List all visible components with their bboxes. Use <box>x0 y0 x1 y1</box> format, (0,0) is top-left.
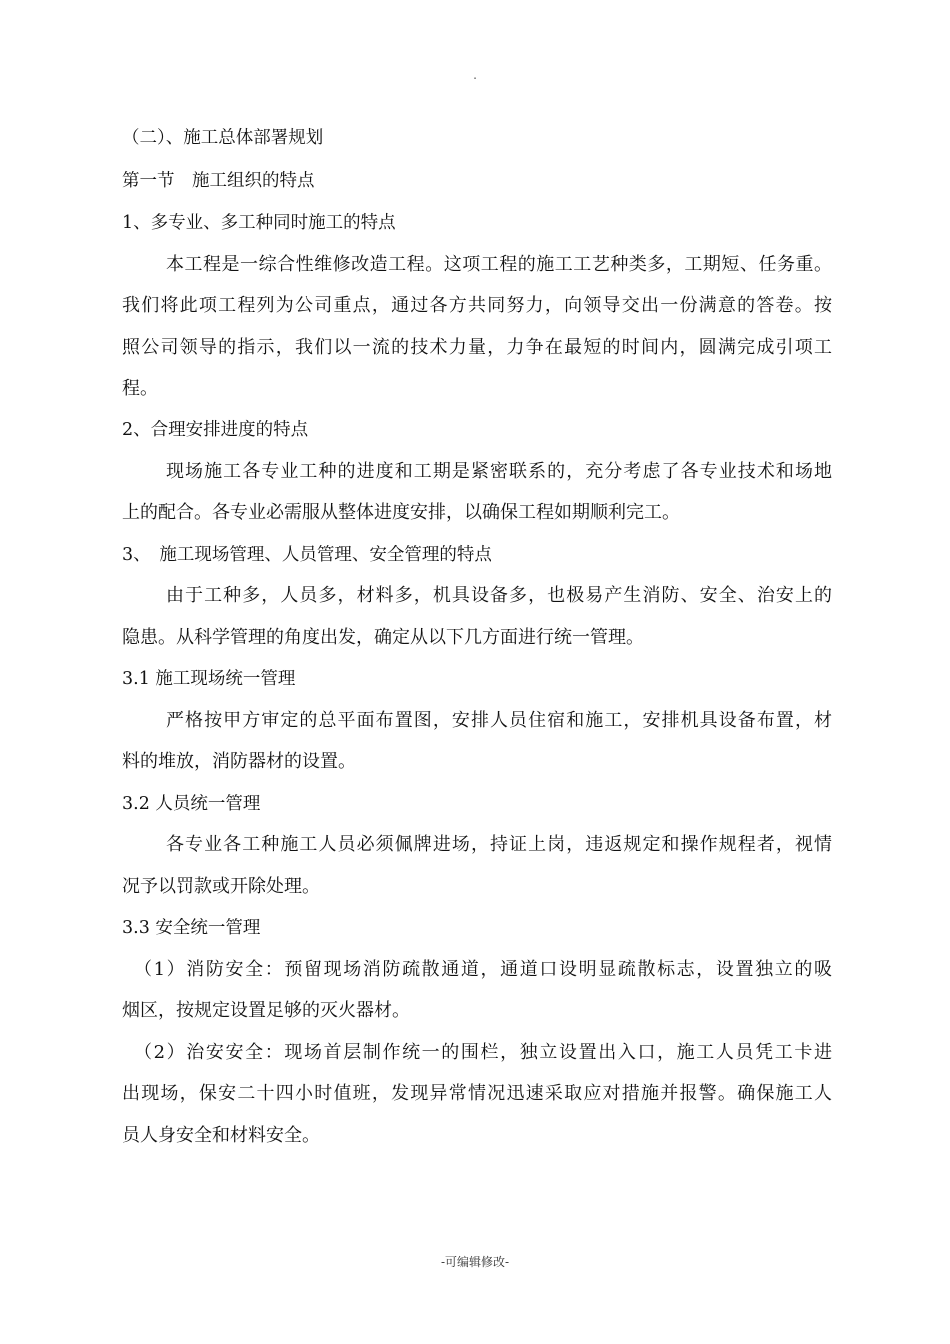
paragraph-1-line-3: 照公司领导的指示，我们以一流的技术力量，力争在最短的时间内，圆满完成引项工 <box>122 337 832 358</box>
paragraph-3-line-1: 由于工种多，人员多，材料多，机具设备多，也极易产生消防、安全、治安上的 <box>166 585 832 606</box>
paragraph-3-2-line-1: 各专业各工种施工人员必须佩牌进场，持证上岗，违返规定和操作规程者，视情 <box>166 834 832 855</box>
subheading-3: 3、 施工现场管理、人员管理、安全管理的特点 <box>122 545 492 565</box>
item-2-line-2: 出现场，保安二十四小时值班，发现异常情况迅速采取应对措施并报警。确保施工人 <box>122 1083 832 1104</box>
subheading-3-1: 3.1 施工现场统一管理 <box>122 669 296 689</box>
header-dot: . <box>473 68 477 82</box>
paragraph-3-line-2: 隐患。从科学管理的角度出发，确定从以下几方面进行统一管理。 <box>122 627 644 648</box>
paragraph-1-line-1: 本工程是一综合性维修改造工程。这项工程的施工工艺种类多，工期短、任务重。 <box>166 254 832 275</box>
paragraph-2-line-2: 上的配合。各专业必需服从整体进度安排，以确保工程如期顺利完工。 <box>122 502 680 523</box>
item-2-line-3: 员人身安全和材料安全。 <box>122 1125 320 1146</box>
subheading-1: 1、多专业、多工种同时施工的特点 <box>122 213 396 233</box>
paragraph-3-1-line-1: 严格按甲方审定的总平面布置图，安排人员住宿和施工，安排机具设备布置，材 <box>166 710 832 731</box>
paragraph-1-line-2: 我们将此项工程列为公司重点，通过各方共同努力，向领导交出一份满意的答卷。按 <box>122 295 832 316</box>
section-title: （二）、施工总体部署规划 <box>122 128 324 148</box>
subheading-3-3: 3.3 安全统一管理 <box>122 918 261 938</box>
paragraph-2-line-1: 现场施工各专业工种的进度和工期是紧密联系的，充分考虑了各专业技术和场地 <box>166 461 832 482</box>
subheading-3-2: 3.2 人员统一管理 <box>122 794 261 814</box>
paragraph-1-line-4: 程。 <box>122 378 158 399</box>
subheading-2: 2、合理安排进度的特点 <box>122 420 309 440</box>
paragraph-3-2-line-2: 况予以罚款或开除处理。 <box>122 876 320 897</box>
item-1-line-2: 烟区，按规定设置足够的灭火器材。 <box>122 1000 410 1021</box>
item-1-line-1: （1）消防安全：预留现场消防疏散通道，通道口设明显疏散标志，设置独立的吸 <box>134 959 832 980</box>
item-2-line-1: （2）治安安全：现场首层制作统一的围栏，独立设置出入口，施工人员凭工卡进 <box>134 1042 832 1063</box>
page-footer: -可编辑修改- <box>440 1255 510 1269</box>
chapter-heading: 第一节 施工组织的特点 <box>122 171 315 191</box>
paragraph-3-1-line-2: 料的堆放，消防器材的设置。 <box>122 751 356 772</box>
